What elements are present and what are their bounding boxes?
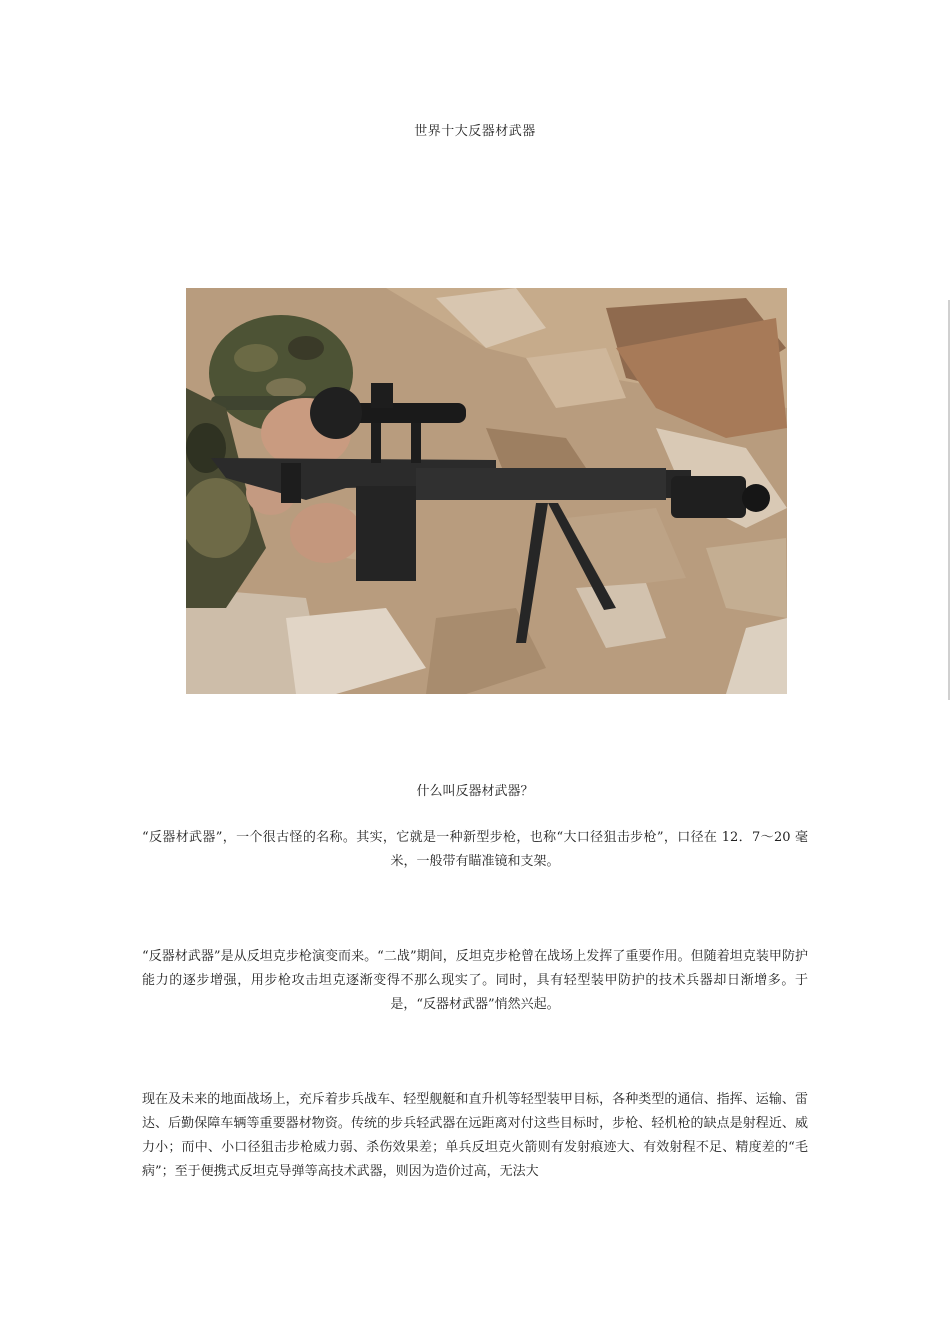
section-heading: 什么叫反器材武器？: [416, 784, 534, 799]
paragraph: “反器材武器”，一个很古怪的名称。其实，它就是一种新型步枪，也称“大口径狙击步枪”，口径在 12．7～20 毫米，一般带有瞄准镜和支架。: [142, 830, 808, 869]
paragraph: “反器材武器”是从反坦克步枪演变而来。“二战”期间，反坦克步枪曾在战场上发挥了重要作用。但随着坦克装甲防护能力的逐步增强，用步枪攻击坦克逐渐变得不那么现实了。同时，具有轻型装甲防护的技术兵器却日渐增多。于是，“反器材武器”悄然兴起。: [142, 949, 808, 1012]
sniper-rifle-photo: [186, 288, 787, 694]
paragraph: 现在及未来的地面战场上，充斥着步兵战车、轻型舰艇和直升机等轻型装甲目标，各种类型的通信、指挥、运输、雷达、后勤保障车辆等重要器材物资。传统的步兵轻武器在远距离对付这些目标时，步枪、轻机枪的缺点是射程近、威力小；而中、小口径狙击步枪威力弱、杀伤效果差；单兵反坦克火箭则有发射痕迹大、有效射程不足、精度差的“毛病”；至于便携式反坦克导弹等高技术武器，则因为造价过高，无法大: [142, 1092, 808, 1179]
document-title: 世界十大反器材武器: [414, 124, 536, 139]
